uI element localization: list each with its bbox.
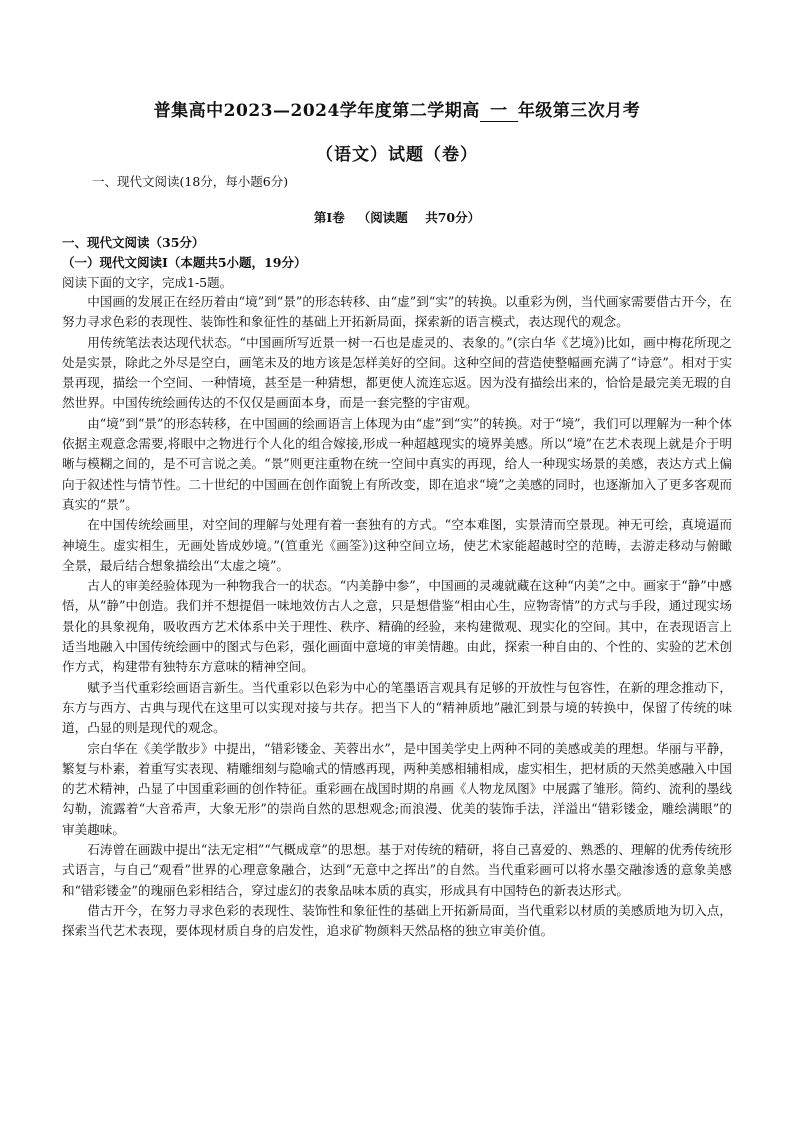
passage-body — [62, 292, 732, 942]
section-label: 第Ⅰ卷 （阅读题 共70分） — [313, 210, 481, 225]
grade-blank: 一 — [480, 96, 518, 122]
passage-paragraph: 中国画的发展正在经历着由“境”到“景”的形态转移、由“虚”到“实”的转换。以重彩为例，当代画家需要借古开今，在努力寻求色彩的表现性、装饰性和象征性的基础上开拓新局面，探索新的语言模式，表达现代的观念。 — [62, 294, 732, 330]
title-suffix: 年级第三次月考 — [517, 101, 641, 121]
subpart-heading: （一）现代文阅读Ⅰ（本题共5小题，19分） — [62, 255, 307, 270]
part-heading: 一、现代文阅读（35分） — [62, 235, 205, 250]
passage-paragraph: 由“境”到“景”的形态转移，在中国画的绘画语言上体现为由“虚”到“实”的转换。对于“境”，我们可以理解为一种个体依据主观意念需要,将眼中之物进行个人化的组合嫁接,形成一种超越现实的境界美感。所以“境”在艺术表现上就是介于明晰与模糊之间的，是不可言说之美。“景”则更注重物在统一空间中真实的再现，给人一种现实场景的美感，表达方式上偏向于叙述性与情节性。二十世纪的中国画在创作面貌上有所改变，即在追求“境”之美感的同时，也逐渐加入了更多客观而真实的“景”。 — [62, 415, 732, 512]
passage-paragraph: 宗白华在《美学散步》中提出，“错彩镂金、芙蓉出水”，是中国美学史上两种不同的美感或美的理想。华丽与平静，繁复与朴素，着重写实表现、精雕细刻与隐喻式的情感再现，两种美感相辅相成，虚实相生，把材质的天然美感融入中国的艺术精神，凸显了中国重彩画的创作特征。重彩画在战国时期的帛画《人物龙凤图》中展露了雏形。简约、流利的墨线勾勒，流露着“大音希声，大象无形”的崇尚自然的思想观念;而浪漫、优美的装饰手法，洋溢出“错彩镂金，雕绘满眼”的审美趣味。 — [62, 740, 732, 837]
exam-title — [62, 96, 732, 122]
passage-paragraph: 借古开今，在努力寻求色彩的表现性、装饰性和象征性的基础上开拓新局面，当代重彩以材质的美感质地为切入点，探索当代艺术表现，要体现材质自身的启发性，追求矿物颜料天然品格的独立审美价值。 — [62, 902, 732, 939]
reading-instruction: 阅读下面的文字，完成1-5题。 — [62, 275, 233, 290]
instruction-line: 一、现代文阅读(18分，每小题6分) — [92, 174, 289, 189]
passage-paragraph: 古人的审美经验体现为一种物我合一的状态。“内美静中参”，中国画的灵魂就藏在这种“内美”之中。画家于“静”中感悟，从“静”中创造。我们并不想提倡一味地效仿古人之意，只是想借鉴“相由心生，应物寄情”的方式与手段，通过现实场景化的具象视角，吸收西方艺术体系中关于理性、秩序、精确的经验，来构建微观、现实化的空间。其中，在表现语言上适当地融入中国传统绘画中的图式与色彩，强化画面中意境的审美情趣。由此，探索一种自由的、个性的、实验的艺术创作方式，构建带有独特东方意味的精神空间。 — [62, 578, 732, 675]
passage-paragraph: 在中国传统绘画里，对空间的理解与处理有着一套独有的方式。“空本难图，实景清而空景现。神无可绘，真境逼而神境生。虚实相生，无画处皆成妙境。”(笪重光《画筌》)这种空间立场，使艺术家能超越时空的范畴，去游走移动与俯瞰全景，最后结合想象描绘出“太虚之境”。 — [62, 517, 732, 573]
passage-paragraph: 石涛曾在画跋中提出“法无定相”“气概成章”的思想。基于对传统的精研，将自己喜爱的、熟悉的、理解的优秀传统形式语言，与自己“观看”世界的心理意象融合，达到“无意中之挥出”的自然。当代重彩画可以将水墨交融渗透的意象美感和“错彩镂金”的瑰丽色彩相结合，穿过虚幻的表象品味本质的真实，形成具有中国特色的新表达形式。 — [62, 842, 732, 898]
exam-subtitle: （语文）试题（卷） — [316, 145, 478, 165]
title-prefix: 普集高中2023—2024学年度第二学期高 — [153, 101, 480, 121]
passage-paragraph: 赋予当代重彩绘画语言新生。当代重彩以色彩为中心的笔墨语言观具有足够的开放性与包容性，在新的理念推动下，东方与西方、古典与现代在这里可以实现对接与共存。把当下人的“精神质地”融汇到景与境的转换中，保留了传统的味道，凸显的则是现代的观念。 — [62, 679, 732, 736]
passage-paragraph: 用传统笔法表达现代状态。“中国画所写近景一树一石也是虚灵的、表象的。”(宗白华《艺境》)比如，画中梅花所现之处是实景，除此之外尽是空白，画笔未及的地方该是怎样美好的空间。这种空间的营造使整幅画充满了“诗意”。相对于实景再现，描绘一个空间、一种情境，甚至是一种猜想，都更使人流连忘返。因为没有描绘出来的，恰恰是最完美无瑕的自然世界。中国传统绘画传达的不仅仅是画面本身，而是一套完整的宇宙观。 — [62, 334, 732, 411]
